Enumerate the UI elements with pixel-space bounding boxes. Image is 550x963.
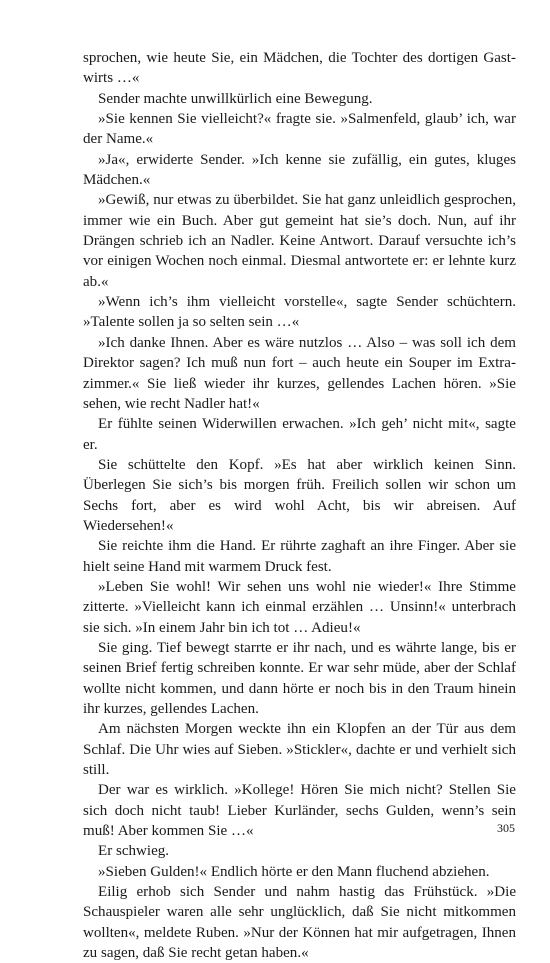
paragraph-15: Er schwieg. — [98, 843, 170, 860]
paragraph-5: »Gewiß, nur etwas zu überbildet. Sie hat ganz unleidlich gesprochen, immer wie ein Buch. Aber gut gemeint hat sie’s doch. Nun, auf ihr Drängen schrieb ich an Nadler. Keine Antwort. Darauf versuchte ich’s vor einigen Wochen noch einmal. Diesmal antwortete er: er lehnte kurz ab.« — [83, 192, 516, 290]
paragraph-16: »Sieben Gulden!« Endlich hörte er den Mann fluchend abziehen. — [98, 863, 490, 880]
paragraph-17: Eilig erhob sich Sender und nahm hastig das Frühstück. »Die Schauspieler waren alle sehr unglücklich, daß Sie nicht mitkommen wollten«, meldete Ruben. »Nur der Können hat mir aufgetragen, Ihnen zu sagen, daß Sie recht getan haben.« — [83, 884, 516, 962]
paragraph-14: Der war es wirklich. »Kollege! Hören Sie mich nicht? Stellen Sie sich doch nicht taub! Lieber Kurländer, sechs Gulden, wenn’s sein muß! Aber kommen Sie …« — [83, 782, 516, 840]
paragraph-4: »Ja«, erwiderte Sender. »Ich kenne sie zufällig, ein gutes, kluges Mädchen.« — [83, 151, 516, 189]
paragraph-6: »Wenn ich’s ihm vielleicht vorstelle«, sagte Sender schüchtern. »Talente sollen ja so selten sein …« — [83, 294, 516, 331]
page-number: 305 — [497, 821, 515, 835]
paragraph-12: Sie ging. Tief bewegt starrte er ihr nach, und es währte lange, bis er seinen Brief fertig schreiben konnte. Er war sehr müde, aber der Schlaf wollte nicht kommen, und dann hörte er noch bis in den Traum hinein ihr kurzes, gellendes Lachen. — [83, 639, 516, 717]
paragraph-1: sprochen, wie heute Sie, ein Mädchen, die Tochter des dortigen Gastwirts …« — [83, 50, 516, 87]
paragraph-2: Sender machte unwillkürlich eine Bewegung. — [98, 90, 373, 107]
paragraph-11: »Leben Sie wohl! Wir sehen uns wohl nie wieder!« Ihre Stimme zitterte. »Vielleicht kann ich einmal erzählen … Unsinn!« unterbrach sie sich. »In einem Jahr bin ich tot … Adieu!« — [83, 578, 516, 636]
paragraph-7: »Ich danke Ihnen. Aber es wäre nutzlos … Also – was soll ich dem Direktor sagen? Ich muß nun fort – auch heute ein Souper im Extrazimmer.« Sie ließ wieder ihr kurzes, gellendes Lachen hören. »Sie sehen, wie recht Nadler hat!« — [83, 334, 516, 412]
paragraph-8: Er fühlte seinen Widerwillen erwachen. »Ich geh’ nicht mit«, sagte er. — [83, 416, 516, 453]
paragraph-3: »Sie kennen Sie vielleicht?« fragte sie. »Salmenfeld, glaub’ ich, war der Name.« — [83, 111, 516, 148]
paragraph-13: Am nächsten Morgen weckte ihn ein Klopfen an der Tür aus dem Schlaf. Die Uhr wies auf Sieben. »Stickler«, dachte er und verhielt sich still. — [83, 721, 516, 779]
paragraph-9: Sie schüttelte den Kopf. »Es hat aber wirklich keinen Sinn. Überlegen Sie sich’s bis morgen früh. Freilich sollen wir schon um Sechs fort, aber es wird wohl Acht, bis wir abreisen. Auf Wiedersehen!« — [83, 456, 516, 534]
paragraph-10: Sie reichte ihm die Hand. Er rührte zaghaft an ihre Finger. Aber sie hielt seine Hand mit warmem Druck fest. — [83, 538, 516, 575]
